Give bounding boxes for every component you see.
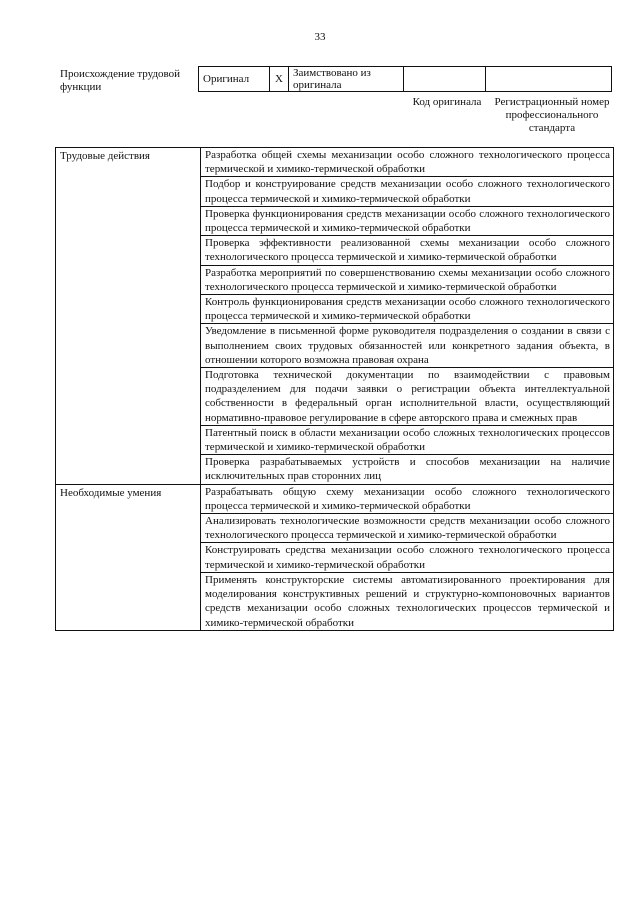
labor-action-item: Разработка общей схемы механизации особо сложного технологического процесса термической и химико-термической обработки (201, 148, 614, 177)
original-cell: Оригинал (199, 67, 270, 92)
required-skill-item: Применять конструкторские системы автоматизированного проектирования для моделирования конструктивных решений и структурно-компоновочных вариантов средств механизации особо сложных технологических процессов термической и химико-термической обработки (201, 572, 614, 630)
labor-action-item: Подбор и конструирование средств механизации особо сложного технологического процесса термической и химико-термической обработки (201, 177, 614, 206)
original-code-label: Код оригинала (412, 96, 482, 108)
registration-number-label: Регистрационный номер профессионального стандарта (494, 96, 610, 134)
labor-function-table (55, 147, 614, 631)
required-skill-item: Конструировать средства механизации особо сложного технологического процесса термической и химико-термической обработки (201, 543, 614, 572)
borrowed-cell: Заимствовано из оригинала (289, 67, 404, 92)
labor-action-item: Патентный поиск в области механизации особо сложных технологических процессов термической и химико-термической обработки (201, 425, 614, 454)
labor-action-item: Проверка разрабатываемых устройств и способов механизации на наличие исключительных прав сторонних лиц (201, 455, 614, 484)
table-row (56, 148, 614, 177)
labor-action-item: Разработка мероприятий по совершенствованию схемы механизации особо сложного технологического процесса термической и химико-термической обработки (201, 265, 614, 294)
section-heading-labor-actions: Трудовые действия (56, 148, 201, 485)
original-mark: X (270, 67, 289, 92)
section-heading-required-skills: Необходимые умения (56, 484, 201, 630)
required-skill-item: Разрабатывать общую схему механизации особо сложного технологического процесса термической и химико-термической обработки (201, 484, 614, 513)
labor-action-item: Проверка функционирования средств механизации особо сложного технологического процесса термической и химико-термической обработки (201, 206, 614, 235)
origin-label: Происхождение трудовой функции (60, 68, 181, 93)
required-skill-item: Анализировать технологические возможности средств механизации особо сложного технологического процесса термической и химико-термической обработки (201, 514, 614, 543)
labor-action-item: Уведомление в письменной форме руководителя подразделения о создании в связи с выполнением своих трудовых обязанностей или конкретного задания объекта, в отношении которого возможна правовая охрана (201, 324, 614, 368)
labor-action-item: Проверка эффективности реализованной схемы механизации особо сложного технологического процесса термической и химико-термической обработки (201, 236, 614, 265)
labor-action-item: Подготовка технической документации по взаимодействии с правовым подразделением для подачи заявки о регистрации объекта интеллектуальной собственности в федеральный орган исполнительной власти, осуществляющий нормативно-правовое регулирование в сфере авторского права и смежных прав (201, 368, 614, 426)
table-row (56, 484, 614, 513)
original-code-cell (404, 67, 486, 92)
page-number: 33 (314, 31, 326, 43)
labor-action-item: Контроль функционирования средств механизации особо сложного технологического процесса термической и химико-термической обработки (201, 295, 614, 324)
registration-number-cell (486, 67, 612, 92)
origin-table (198, 66, 612, 92)
